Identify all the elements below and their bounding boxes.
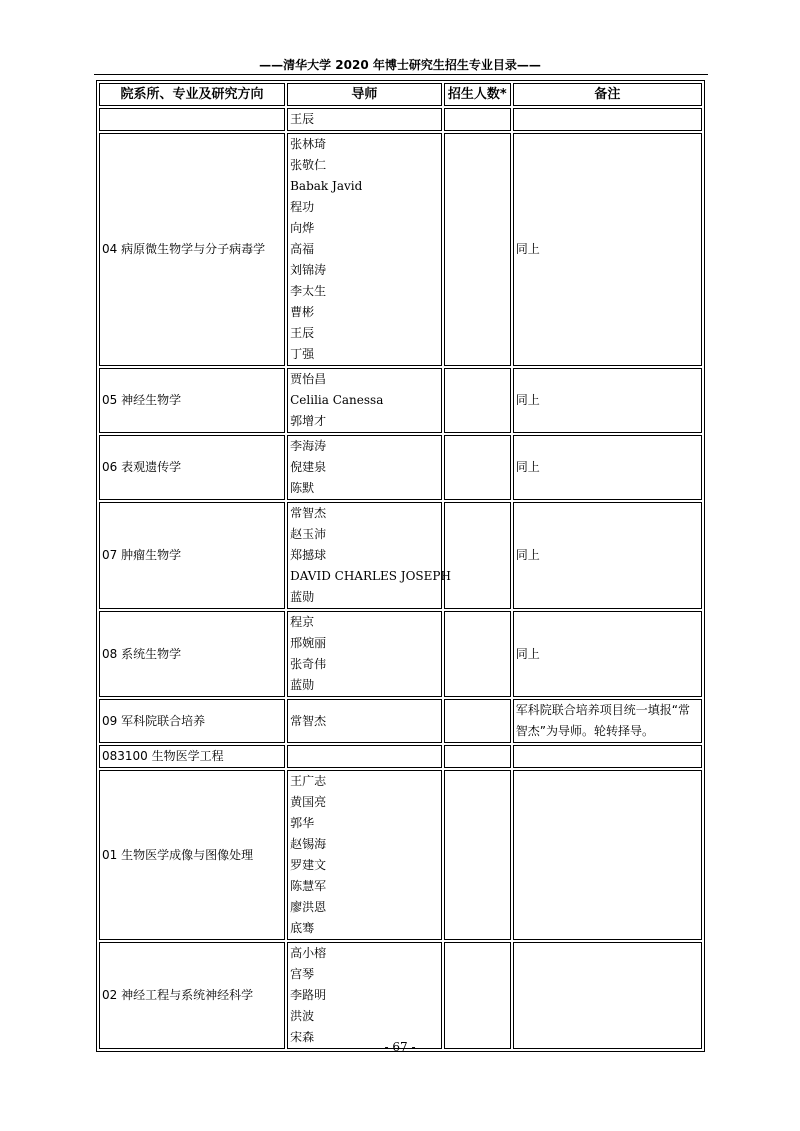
note-cell: 同上 [513, 368, 702, 433]
tutor-name: 陈慧军 [290, 879, 327, 893]
tutor-name: 赵玉沛 [290, 527, 327, 541]
header-rule [94, 74, 708, 75]
table-row [99, 133, 702, 366]
table-row [99, 435, 702, 500]
quota-cell [444, 435, 511, 500]
tutor-name: 贾怡昌 [290, 372, 327, 386]
tutor-name: 陈默 [290, 481, 315, 495]
table-row [99, 770, 702, 940]
note-cell [513, 942, 702, 1049]
tutor-name: 程功 [290, 200, 315, 214]
tutor-name: 常智杰 [290, 506, 327, 520]
research-direction-cell: 05 神经生物学 [99, 368, 285, 433]
tutor-name: 赵锡海 [290, 837, 327, 851]
page-number: - 67 - [384, 1040, 416, 1054]
tutor-name: 曹彬 [290, 305, 315, 319]
table-row [99, 502, 702, 609]
tutor-name: 王辰 [290, 326, 315, 340]
research-direction-cell: 06 表观遗传学 [99, 435, 285, 500]
quota-cell [444, 611, 511, 697]
column-header-direction: 院系所、专业及研究方向 [99, 83, 285, 106]
table-row [99, 368, 702, 433]
page-header-title: ——清华大学 2020 年博士研究生招生专业目录—— [259, 58, 541, 72]
research-direction-cell [99, 108, 285, 131]
tutor-name: 张奇伟 [290, 657, 327, 671]
tutor-name: Celilia Canessa [290, 393, 384, 407]
tutor-name: 洪波 [290, 1009, 315, 1023]
research-direction-cell: 07 肿瘤生物学 [99, 502, 285, 609]
tutor-cell [287, 745, 442, 768]
tutor-name: 黄国亮 [290, 795, 327, 809]
quota-cell [444, 368, 511, 433]
tutor-name: 向烨 [290, 221, 315, 235]
tutor-name: 常智杰 [290, 713, 327, 728]
major-row [99, 745, 702, 768]
tutor-cell [287, 611, 442, 697]
tutor-cell [287, 435, 442, 500]
research-direction-cell: 09 军科院联合培养 [99, 699, 285, 743]
column-header-quota: 招生人数* [444, 83, 511, 106]
table-row [99, 611, 702, 697]
quota-cell [444, 699, 511, 743]
tutor-name: 丁强 [290, 347, 315, 361]
quota-cell [444, 942, 511, 1049]
note-cell: 同上 [513, 133, 702, 366]
tutor-name: 高小榕 [290, 946, 327, 960]
tutor-name: 刘锦涛 [290, 263, 327, 277]
research-direction-cell: 02 神经工程与系统神经科学 [99, 942, 285, 1049]
tutor-name: DAVID CHARLES JOSEPH [290, 569, 451, 583]
enrollment-catalog-table [96, 80, 705, 1052]
tutor-cell [287, 770, 442, 940]
column-header-note: 备注 [513, 83, 702, 106]
table-row [99, 108, 702, 131]
research-direction-cell: 04 病原微生物学与分子病毒学 [99, 133, 285, 366]
note-cell: 同上 [513, 435, 702, 500]
quota-cell [444, 745, 511, 768]
tutor-name: 宫琴 [290, 967, 315, 981]
quota-cell [444, 108, 511, 131]
tutor-name: 底骞 [290, 921, 315, 935]
tutor-name: 倪建泉 [290, 460, 327, 474]
tutor-cell [287, 133, 442, 366]
tutor-name: 王辰 [290, 112, 315, 126]
tutor-cell [287, 368, 442, 433]
tutor-cell [287, 502, 451, 609]
quota-cell [444, 133, 511, 366]
column-header-tutor: 导师 [287, 83, 442, 106]
note-cell: 同上 [513, 611, 702, 697]
tutor-name: 王广志 [290, 774, 327, 788]
tutor-cell [287, 108, 442, 131]
tutor-name: 郑撼球 [290, 548, 327, 562]
quota-cell [444, 770, 511, 940]
research-direction-cell: 01 生物医学成像与图像处理 [99, 770, 285, 940]
table-row [99, 699, 702, 743]
tutor-name: 蓝勋 [290, 590, 315, 604]
tutor-name: 高福 [290, 242, 315, 256]
note-cell: 同上 [513, 502, 702, 609]
tutor-name: 廖洪恩 [290, 900, 327, 914]
tutor-name: 李路明 [290, 988, 327, 1002]
note-cell [513, 770, 702, 940]
tutor-name: Babak Javid [290, 179, 363, 193]
tutor-name: 罗建文 [290, 858, 327, 872]
tutor-name: 郭增才 [290, 414, 327, 428]
table-header-row [99, 83, 702, 106]
quota-cell [444, 502, 511, 609]
tutor-name: 张林琦 [290, 137, 327, 151]
tutor-name: 蓝勋 [290, 678, 315, 692]
major-name-cell: 083100 生物医学工程 [99, 745, 285, 768]
tutor-cell [287, 699, 442, 743]
research-direction-cell: 08 系统生物学 [99, 611, 285, 697]
tutor-name: 郭华 [290, 816, 315, 830]
note-cell [513, 745, 702, 768]
note-cell [513, 108, 702, 131]
tutor-name: 邢婉丽 [290, 636, 327, 650]
tutor-name: 李海涛 [290, 439, 327, 453]
tutor-name: 张敬仁 [290, 158, 327, 172]
tutor-cell [287, 942, 442, 1049]
note-cell: 军科院联合培养项目统一填报“常智杰”为导师。轮转择导。 [513, 699, 702, 743]
table-row [99, 942, 702, 1049]
tutor-name: 李太生 [290, 284, 327, 298]
table-body [99, 108, 702, 1049]
tutor-name: 宋森 [290, 1030, 315, 1044]
tutor-name: 程京 [290, 615, 315, 629]
